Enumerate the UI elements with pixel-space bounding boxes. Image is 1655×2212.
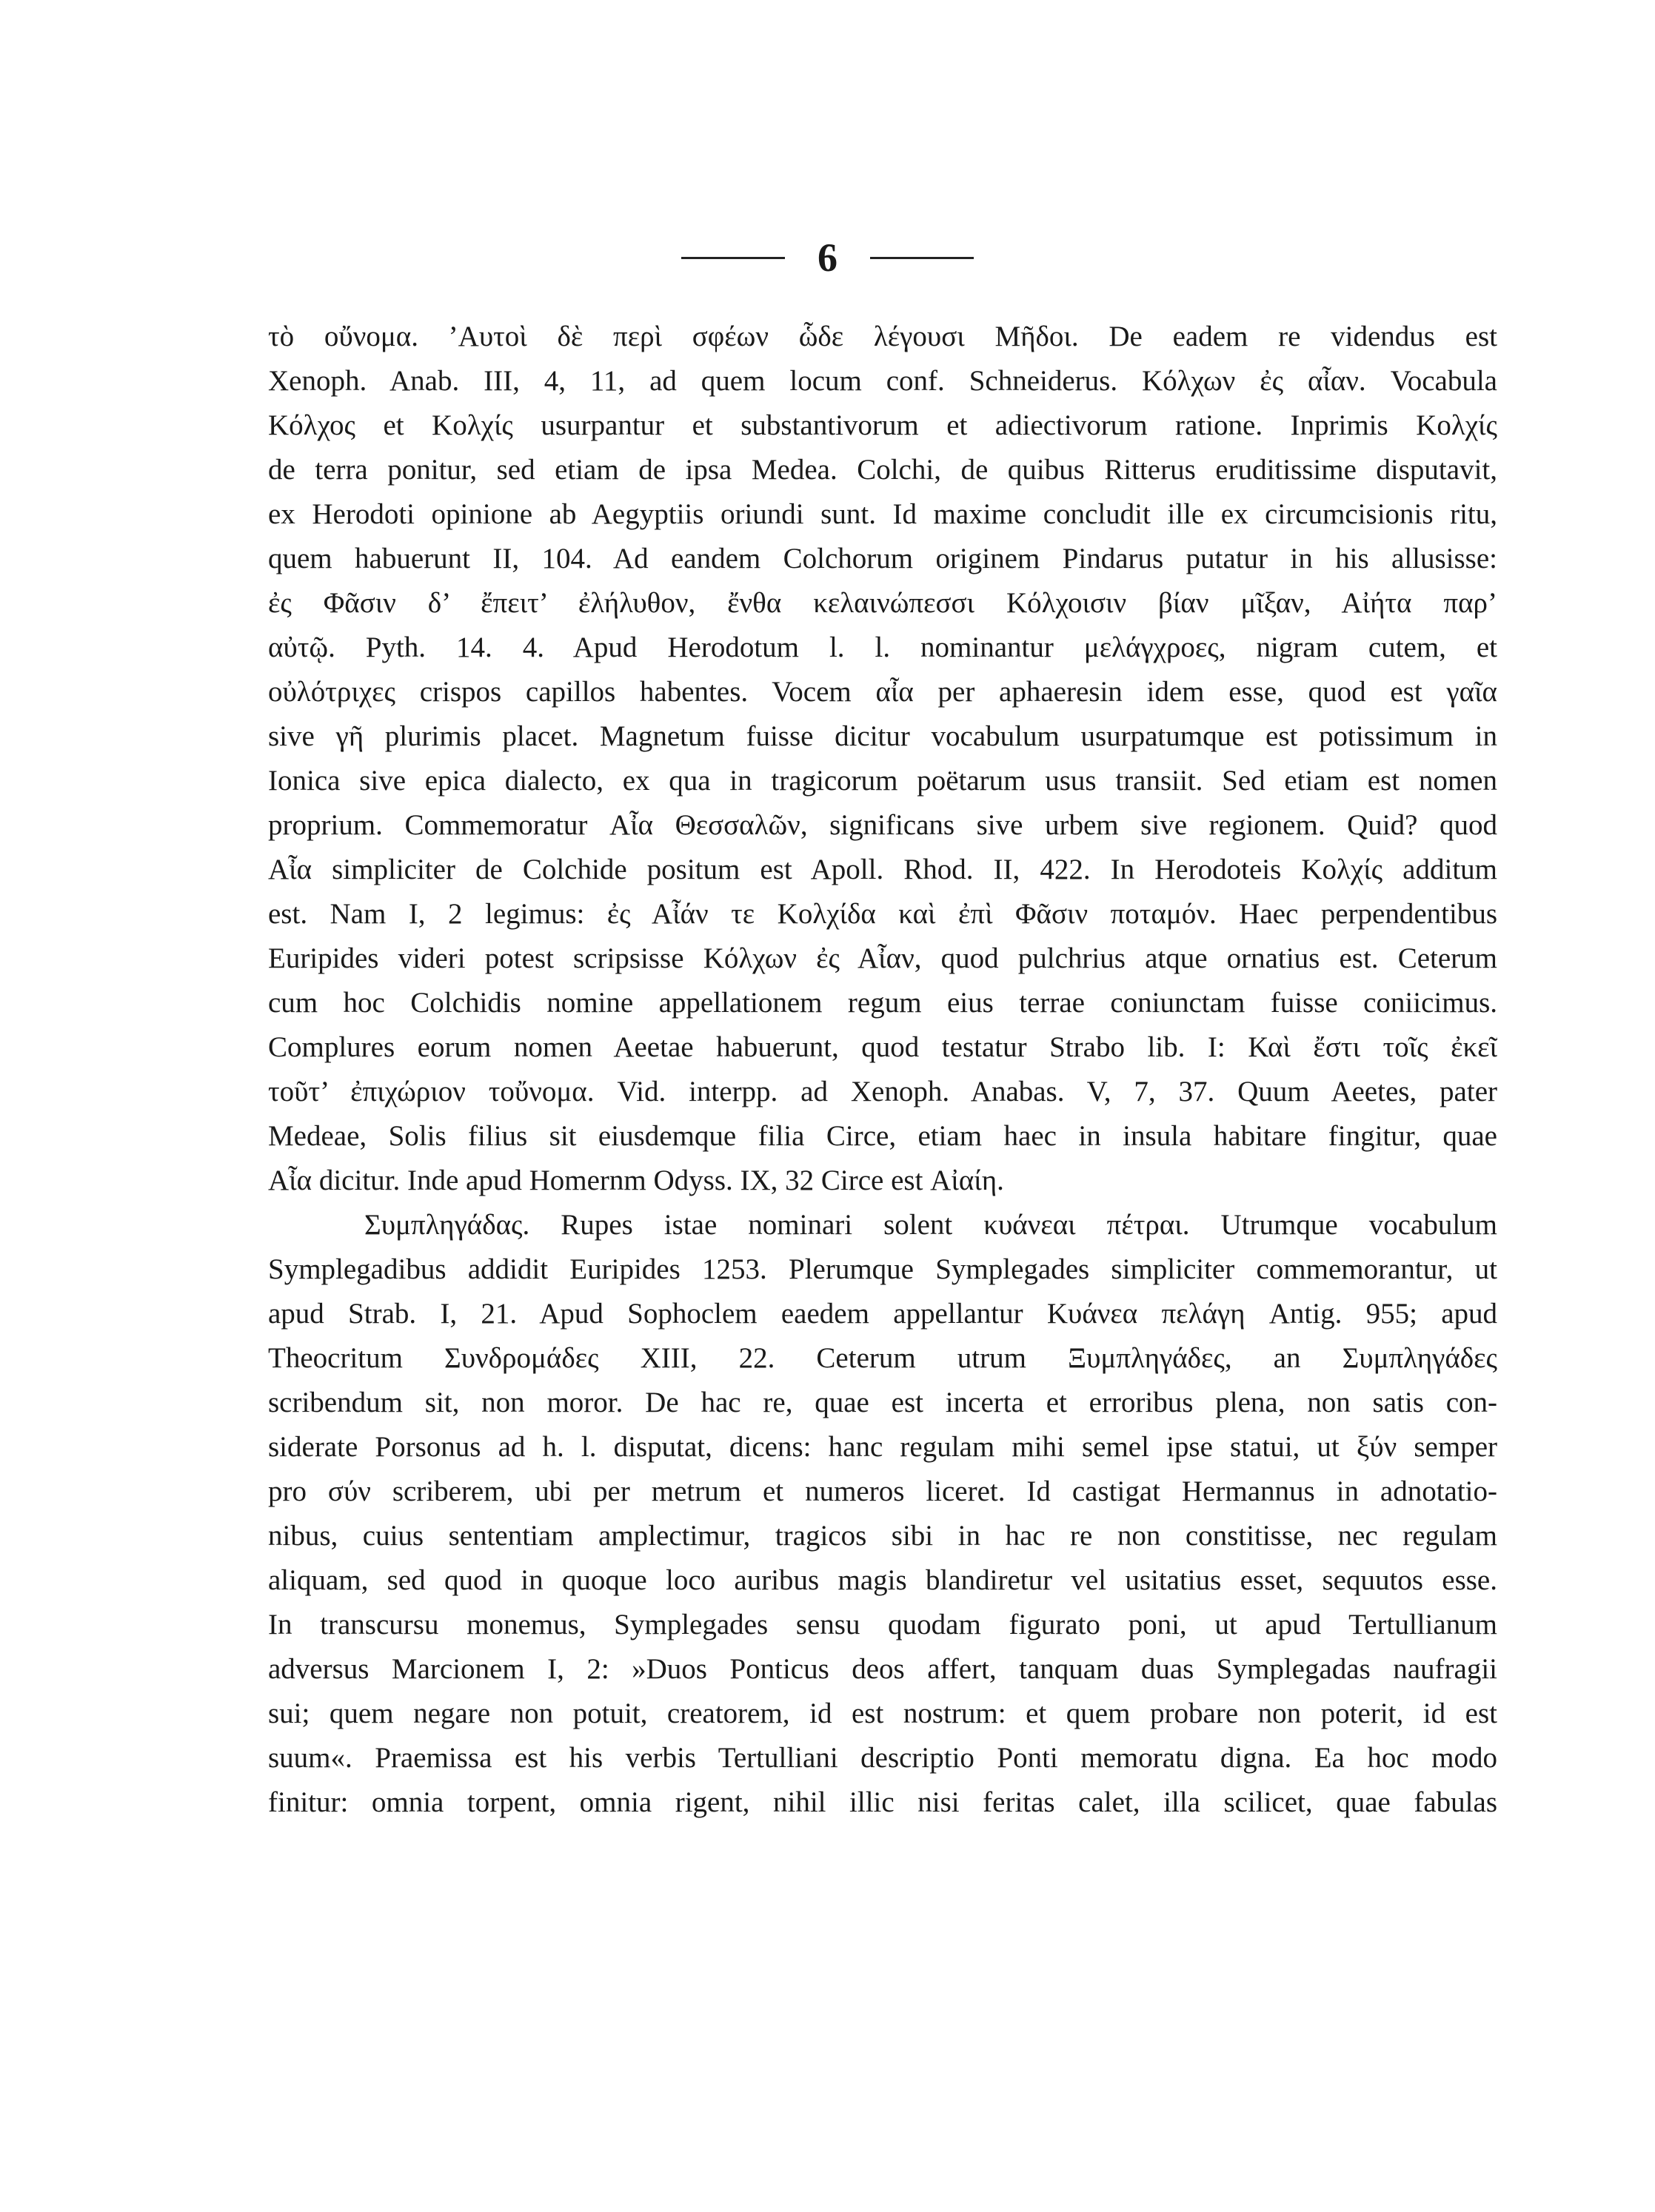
text-line: ἐς Φᾶσιν δ’ ἔπειτ’ ἐλήλυθον, ἔνθα κελαινώπεσσι Κόλχοισιν βίαν μῖξαν, Αἰήτα παρ’ — [268, 587, 1497, 619]
text-line: quem habuerunt II, 104. Ad eandem Colchorum originem Pindarus putatur in his allusisse: — [268, 543, 1497, 574]
text-line: proprium. Commemoratur Αἶα Θεσσαλῶν, significans sive urbem sive regionem. Quid? quod — [268, 809, 1497, 841]
header-rule-left — [681, 257, 785, 259]
paragraph-start-line: Συμπληγάδας. Rupes istae nominari solent κυάνεαι πέτραι. Utrumque vocabulum — [364, 1209, 1497, 1241]
text-line: οὐλότριχες crispos capillos habentes. Vocem αἶα per aphaeresin idem esse, quod est γαῖα — [268, 676, 1497, 708]
text-line: cum hoc Colchidis nomine appellationem regum eius terrae coniunctam fuisse coniicimus. — [268, 987, 1497, 1019]
text-line: Theocritum Συνδρομάδες XIII, 22. Ceterum utrum Ξυμπληγάδες, an Συμπληγάδες — [268, 1342, 1497, 1374]
paragraph-end-line: Αἶα dicitur. Inde apud Homernm Odyss. IX, 32 Circe est Αἰαίη. — [268, 1164, 1004, 1196]
text-line: scribendum sit, non moror. De hac re, quae est incerta et erroribus plena, non satis con- — [268, 1387, 1497, 1418]
text-line: aliquam, sed quod in quoque loco auribus magis blandiretur vel usitatius esset, sequutos esse. — [268, 1564, 1497, 1596]
text-line: siderate Porsonus ad h. l. disputat, dicens: hanc regulam mihi semel ipse statui, ut ξύν semper — [268, 1431, 1497, 1463]
text-line: Κόλχος et Κολχίς usurpantur et substantivorum et adiectivorum ratione. Inprimis Κολχίς — [268, 409, 1497, 441]
text-line: τοῦτ’ ἐπιχώριον τοὔνομα. Vid. interpp. ad Xenoph. Anabas. V, 7, 37. Quum Aeetes, pater — [268, 1076, 1497, 1107]
text-line: nibus, cuius sententiam amplectimur, tragicos sibi in hac re non constitisse, nec regulam — [268, 1520, 1497, 1552]
text-line: Medeae, Solis filius sit eiusdemque filia Circe, etiam haec in insula habitare fingitur, quae — [268, 1120, 1497, 1152]
text-line: Symplegadibus addidit Euripides 1253. Plerumque Symplegades simpliciter commemorantur, ut — [268, 1253, 1497, 1285]
text-line: Euripides videri potest scripsisse Κόλχων ἐς Αἶαν, quod pulchrius atque ornatius est. Ceterum — [268, 942, 1497, 974]
text-line: pro σύν scriberem, ubi per metrum et numeros liceret. Id castigat Hermannus in adnotatio- — [268, 1475, 1497, 1507]
text-line: Αἶα simpliciter de Colchide positum est Apoll. Rhod. II, 422. In Herodoteis Κολχίς additum — [268, 854, 1497, 885]
text-line: adversus Marcionem I, 2: »Duos Ponticus deos affert, tanquam duas Symplegadas naufragii — [268, 1653, 1497, 1685]
text-line: apud Strab. I, 21. Apud Sophoclem eaedem appellantur Κυάνεα πελάγη Antig. 955; apud — [268, 1298, 1497, 1330]
text-line: In transcursu monemus, Symplegades sensu quodam figurato poni, ut apud Tertullianum — [268, 1609, 1497, 1640]
header-rule-right — [870, 257, 974, 259]
page-number: 6 — [818, 235, 837, 280]
text-line: de terra ponitur, sed etiam de ipsa Medea. Colchi, de quibus Ritterus eruditissime disputavit, — [268, 454, 1497, 486]
body-text — [268, 315, 1497, 1825]
text-line: ex Herodoti opinione ab Aegyptiis oriundi sunt. Id maxime concludit ille ex circumcisionis ritu, — [268, 498, 1497, 530]
text-line: est. Nam I, 2 legimus: ἐς Αἶάν τε Κολχίδα καὶ ἐπὶ Φᾶσιν ποταμόν. Haec perpendentibus — [268, 898, 1497, 930]
page-header — [0, 235, 1655, 280]
text-line: sui; quem negare non potuit, creatorem, id est nostrum: et quem probare non poterit, id est — [268, 1697, 1497, 1729]
text-line: Xenoph. Anab. III, 4, 11, ad quem locum conf. Schneiderus. Κόλχων ἐς αἶαν. Vocabula — [268, 365, 1497, 397]
text-line: τὸ οὔνομα. ’Αυτοὶ δὲ περὶ σφέων ὧδε λέγουσι Μῆδοι. De eadem re videndus est — [268, 321, 1497, 352]
text-line: Complures eorum nomen Aeetae habuerunt, quod testatur Strabo lib. I: Καὶ ἔστι τοῖς ἐκεῖ — [268, 1031, 1497, 1063]
text-line: sive γῆ plurimis placet. Magnetum fuisse dicitur vocabulum usurpatumque est potissimum in — [268, 720, 1497, 752]
text-line: αὐτῷ. Pyth. 14. 4. Apud Herodotum l. l. nominantur μελάγχροες, nigram cutem, et — [268, 631, 1497, 663]
text-line: finitur: omnia torpent, omnia rigent, nihil illic nisi feritas calet, illa scilicet, quae fabulas — [268, 1786, 1497, 1818]
text-line: suum«. Praemissa est his verbis Tertulliani descriptio Ponti memoratu digna. Ea hoc modo — [268, 1742, 1497, 1774]
text-line: Ionica sive epica dialecto, ex qua in tragicorum poëtarum usus transiit. Sed etiam est nomen — [268, 765, 1497, 797]
